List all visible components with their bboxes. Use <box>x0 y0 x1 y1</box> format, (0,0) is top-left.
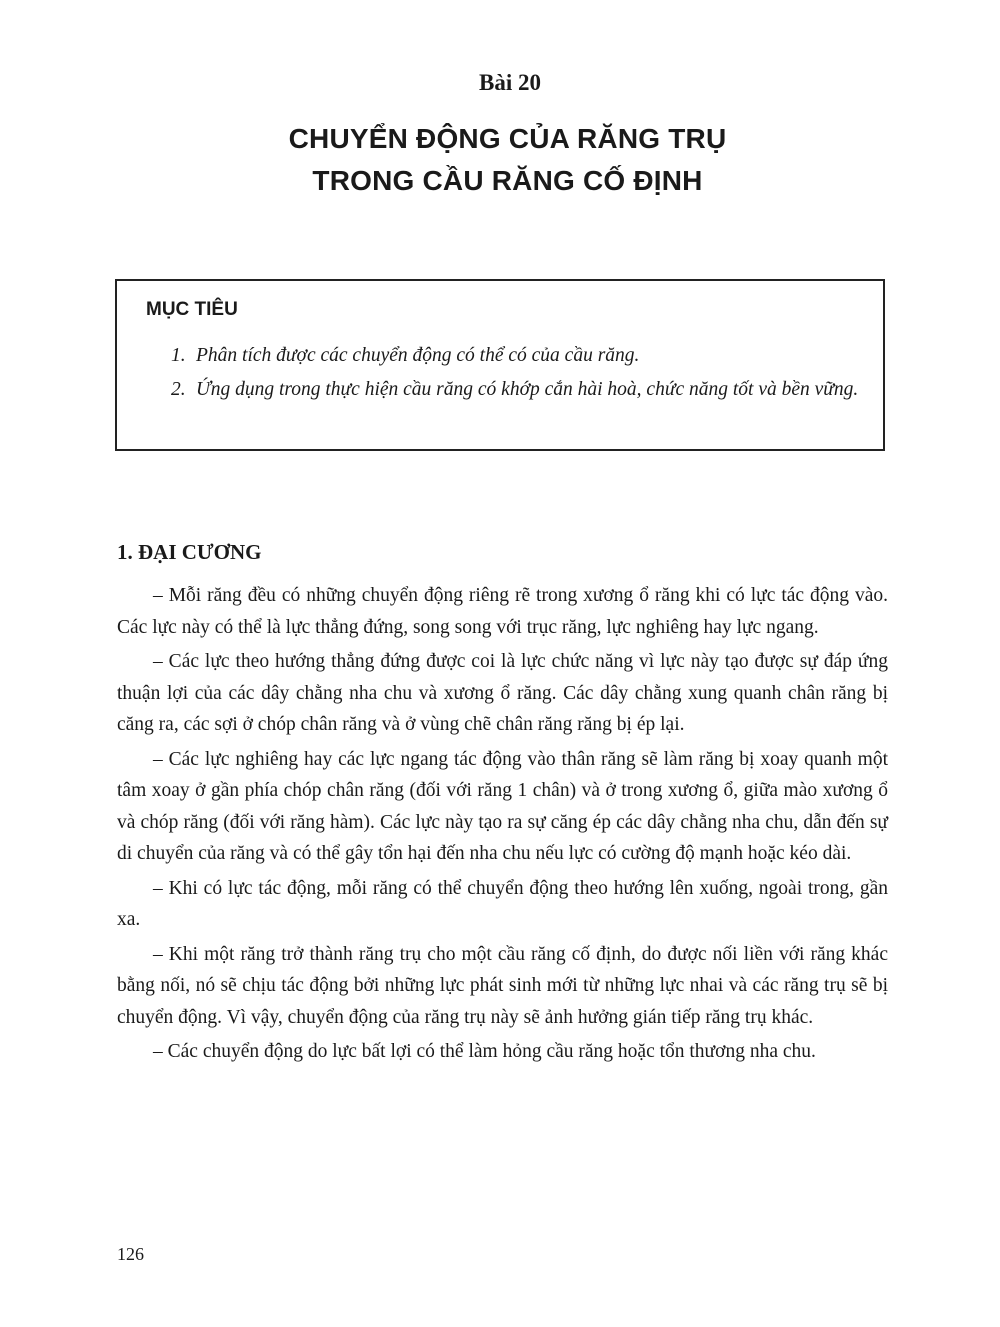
section-heading: 1. ĐẠI CƯƠNG <box>117 540 262 564</box>
paragraph: – Các lực nghiêng hay các lực ngang tác động vào thân răng sẽ làm răng bị xoay quanh một tâm xoay ở gần phía chóp chân răng (đối với răng 1 chân) và ở trong xương ổ, giữa mào xương ổ và chóp răng (đối với răng hàm). Các lực này tạo ra sự căng ép các dây chằng nha chu, dẫn đến sự di chuyển của răng và có thể gây tổn hại đến nha chu nếu lực có cường độ mạnh hoặc kéo dài. <box>117 748 888 864</box>
lesson-title-line-2: TRONG CẦU RĂNG CỐ ĐỊNH <box>312 165 703 196</box>
objectives-list <box>171 343 883 411</box>
objective-text: Phân tích được các chuyển động có thể có của cầu răng. <box>196 345 640 366</box>
lesson-title <box>0 118 1000 202</box>
objective-item <box>171 343 883 369</box>
lesson-number: Bài 20 <box>479 70 541 95</box>
objectives-heading: MỤC TIÊU <box>146 299 238 320</box>
lesson-title-line-1: CHUYỂN ĐỘNG CỦA RĂNG TRỤ <box>288 123 727 154</box>
section-body <box>117 580 888 1071</box>
paragraph: – Các lực theo hướng thẳng đứng được coi là lực chức năng vì lực này tạo được sự đáp ứng thuận lợi của các dây chằng nha chu và xương ổ răng. Các dây chằng xung quanh chân răng bị căng ra, các sợi ở chóp chân răng và ở vùng chẽ chân răng răng bị ép lại. <box>117 651 888 735</box>
objective-number: 2. <box>171 379 186 400</box>
objective-text: Ứng dụng trong thực hiện cầu răng có khớp cắn hài hoà, chức năng tốt và bền vững. <box>196 379 859 400</box>
paragraph: – Các chuyển động do lực bất lợi có thể làm hỏng cầu răng hoặc tổn thương nha chu. <box>153 1041 816 1062</box>
paragraph: – Khi một răng trở thành răng trụ cho một cầu răng cố định, do được nối liền với răng khác bằng nối, nó sẽ chịu tác động bởi những lực phát sinh mới từ những lực nhai và các răng trụ sẽ bị chuyển động. Vì vậy, chuyển động của răng trụ này sẽ ảnh hưởng gián tiếp răng trụ khác. <box>117 943 888 1028</box>
objective-item <box>171 377 883 403</box>
objectives-box <box>115 279 885 451</box>
objective-number: 1. <box>171 345 186 366</box>
paragraph: – Mỗi răng đều có những chuyển động riêng rẽ trong xương ổ răng khi có lực tác động vào. Các lực này có thể là lực thẳng đứng, song song với trục răng, lực nghiêng hay lực ngang. <box>117 585 888 638</box>
page-number: 126 <box>117 1244 144 1264</box>
paragraph: – Khi có lực tác động, mỗi răng có thể chuyển động theo hướng lên xuống, ngoài trong, gần xa. <box>117 877 888 930</box>
